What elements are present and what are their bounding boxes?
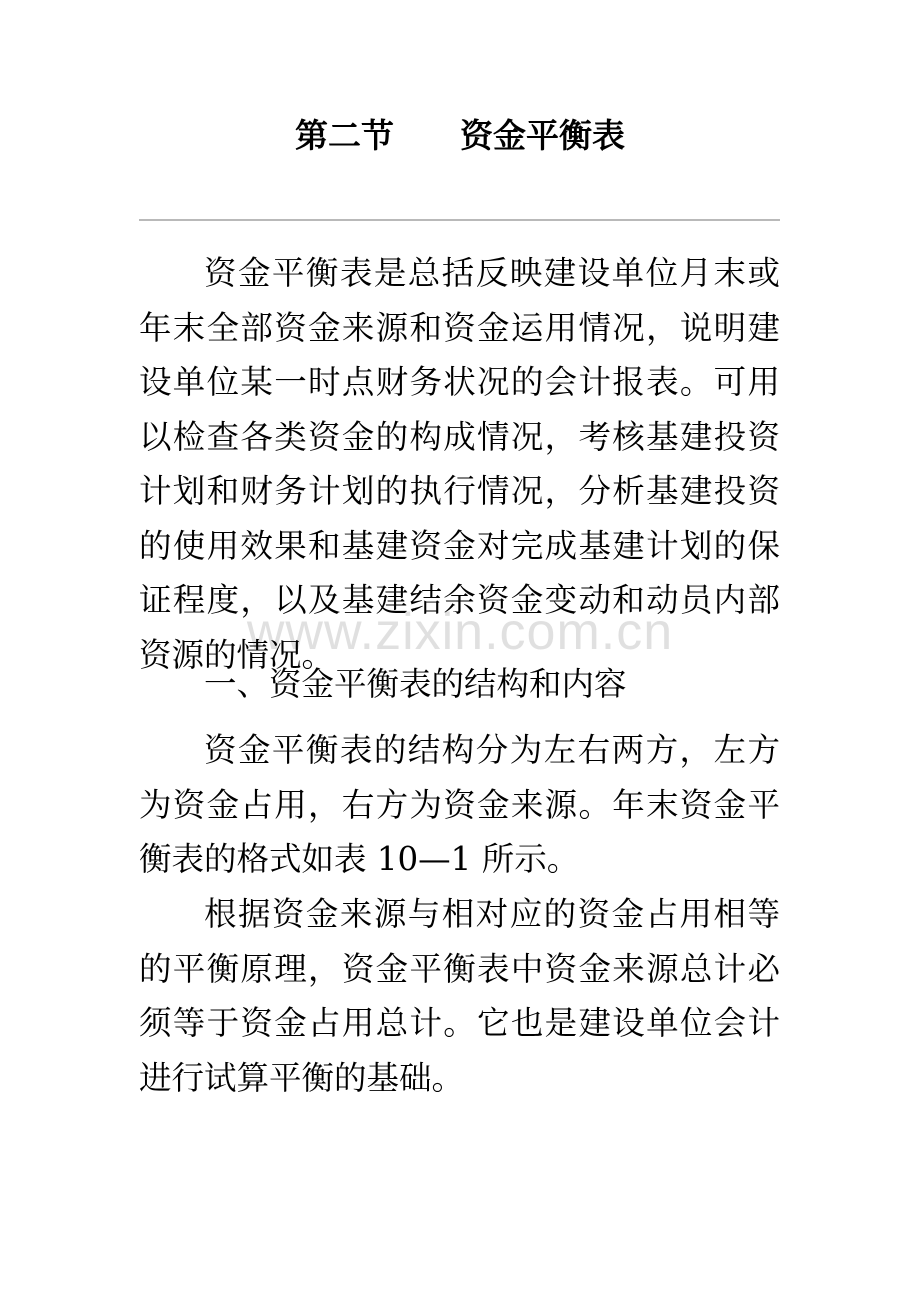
header-divider [139,219,780,221]
section-title: 第二节 资金平衡表 [295,116,625,155]
paragraph-structure: 资金平衡表的结构分为左右两方，左方为资金占用，右方为资金来源。年末资金平衡表的格式如表 10—1 所示。 [139,731,780,878]
watermark-text: www.zixin.com.cn [246,603,674,661]
paragraph-definition: 资金平衡表是总括反映建设单位月末或年末全部资金来源和资金运用情况，说明建设单位某一时点财务状况的会计报表。可用以检查各类资金的构成情况，考核基建投资计划和财务计划的执行情况，分析基建投资的使用效果和基建资金对完成基建计划的保证程度，以及基建结余资金变动和动员内部资源的情况。 [139,254,780,674]
subsection-heading: 一、资金平衡表的结构和内容 [204,665,627,703]
paragraph-balance-principle: 根据资金来源与相对应的资金占用相等的平衡原理，资金平衡表中资金来源总计必须等于资金占用总计。它也是建设单位会计进行试算平衡的基础。 [139,895,780,1097]
